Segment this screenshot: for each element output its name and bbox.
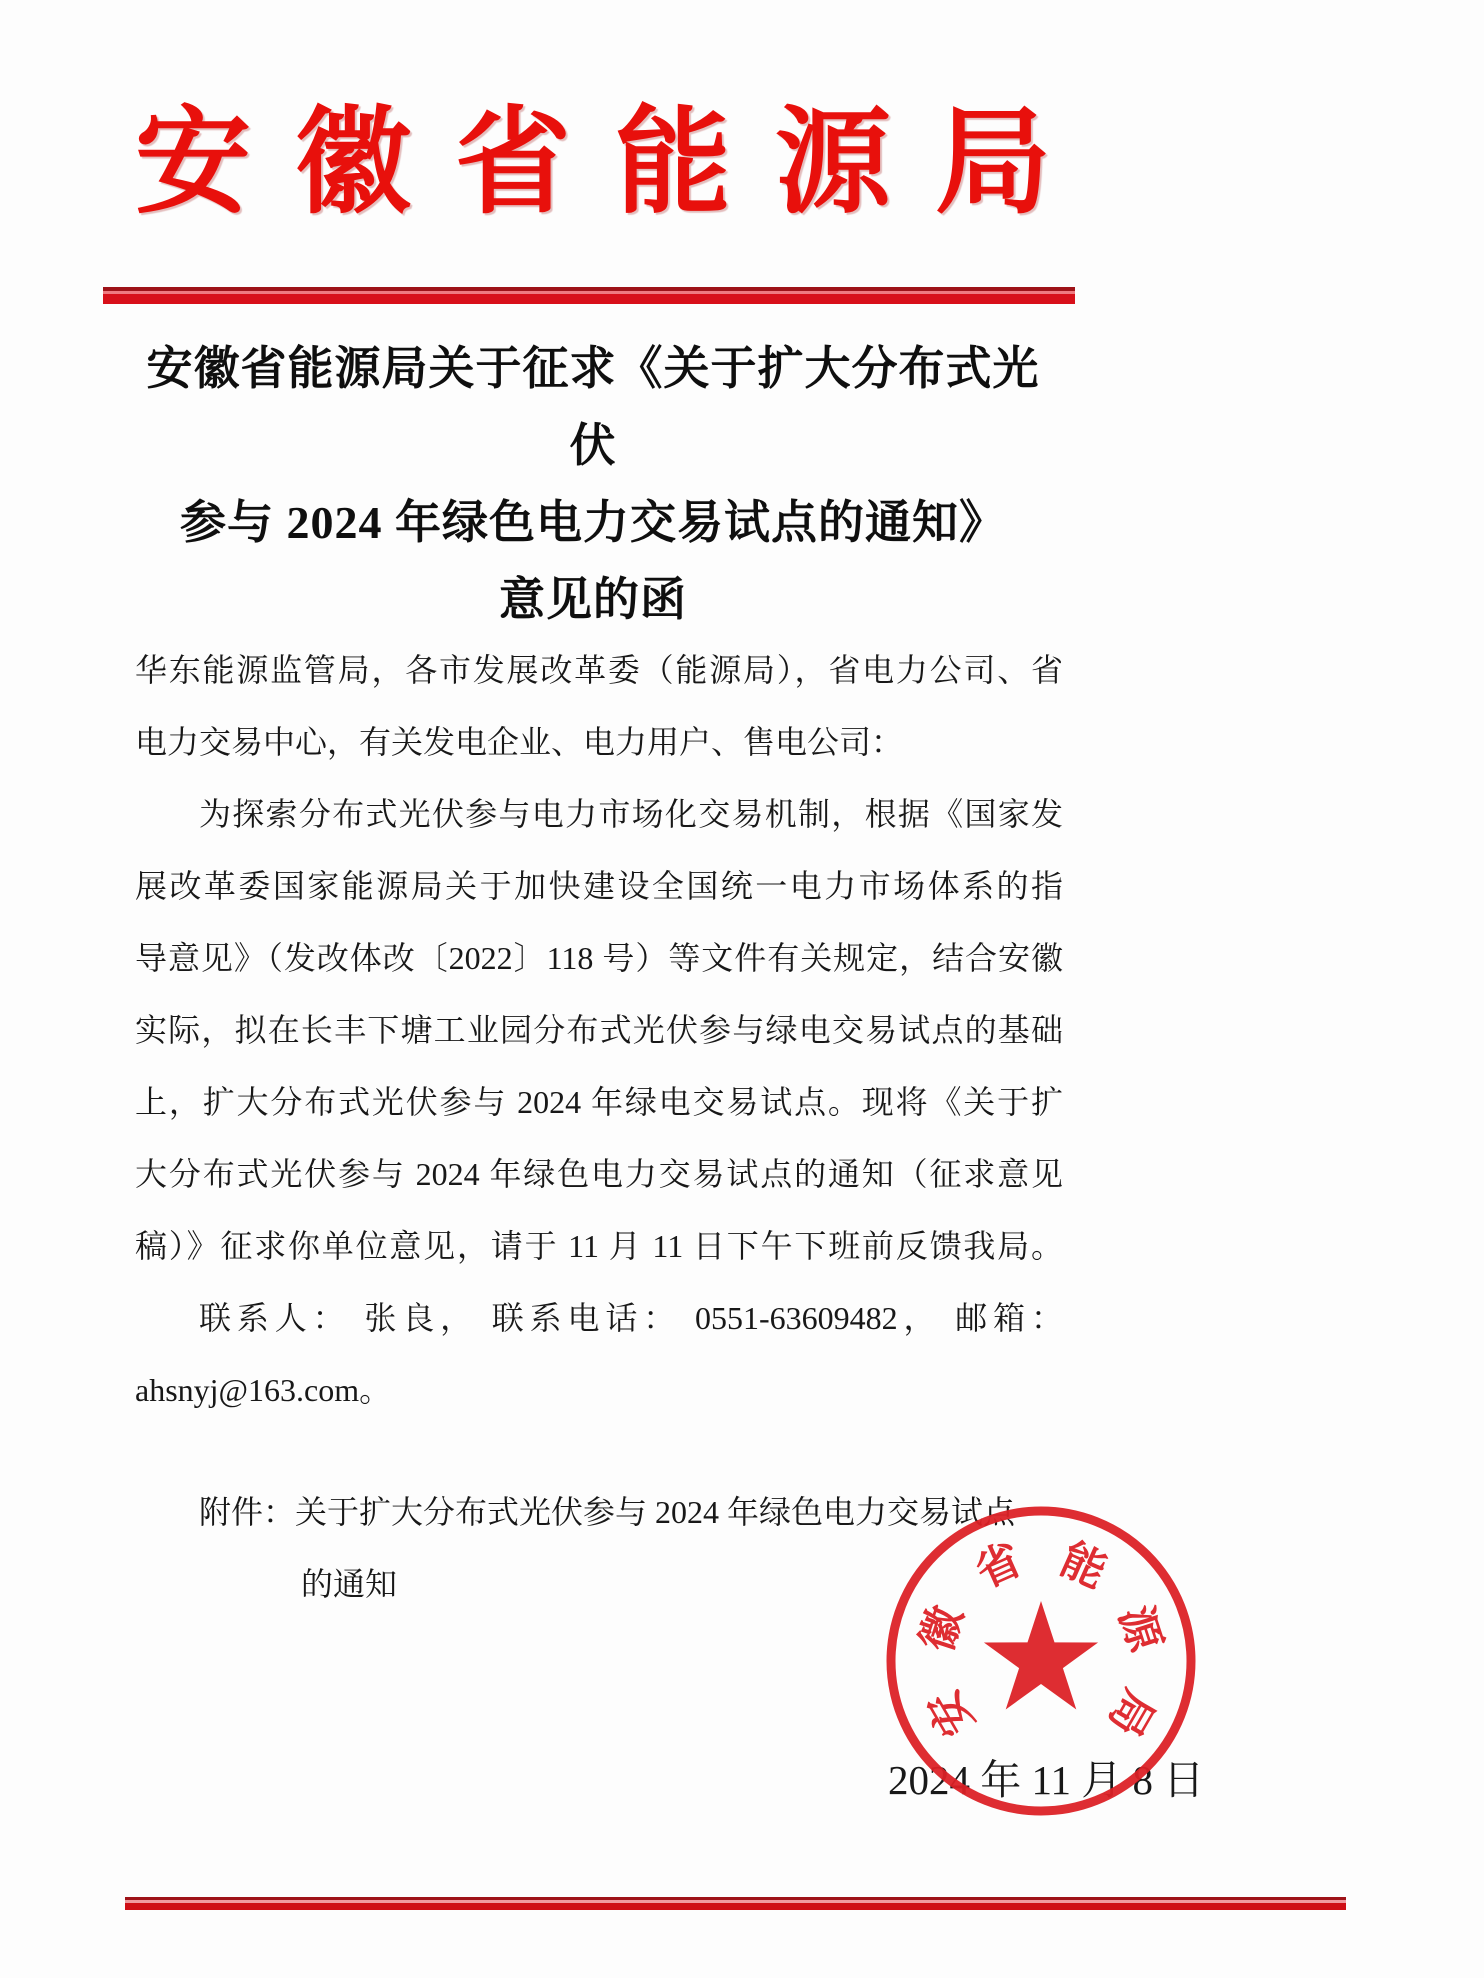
seal-star-icon [984, 1601, 1098, 1710]
seal-char: 局 [1098, 1681, 1164, 1745]
document-title-line1: 安徽省能源局关于征求《关于扩大分布式光伏 [146, 343, 1040, 471]
header-divider-rule [103, 287, 1075, 304]
agency-banner-char: 局 [935, 100, 1051, 228]
body-line: 华东能源监管局，各市发展改革委（能源局），省电力公司、省 [135, 652, 1063, 688]
body-line: 展改革委国家能源局关于加快建设全国统一电力市场体系的指 [135, 868, 1063, 904]
letter-body [135, 634, 1063, 1426]
body-line: 为探索分布式光伏参与电力市场化交易机制，根据《国家发 [199, 796, 1063, 832]
document-date: 2024 年 11 月 8 日 [888, 1757, 1205, 1803]
body-line: 上，扩大分布式光伏参与 2024 年绿电交易试点。现将《关于扩 [135, 1084, 1063, 1120]
seal-char: 源 [1109, 1600, 1171, 1658]
footer-divider-rule [125, 1897, 1346, 1910]
document-title-line2: 参与 2024 年绿色电力交易试点的通知》 [180, 497, 1006, 548]
seal-char: 省 [968, 1534, 1029, 1598]
body-line: 电力交易中心，有关发电企业、电力用户、售电公司： [135, 724, 904, 760]
agency-banner-char: 省 [455, 100, 571, 228]
body-line-email: ahsnyj@163.com。 [135, 1372, 392, 1408]
agency-banner-char: 能 [615, 100, 731, 228]
attachment-line2: 的通知 [301, 1566, 398, 1602]
body-line: 实际，拟在长丰下塘工业园分布式光伏参与绿电交易试点的基础 [135, 1012, 1063, 1048]
body-line: 稿）》征求你单位意见，请于 11 月 11 日下午下班前反馈我局。 [135, 1228, 1063, 1264]
body-line-contact: 联系人： 张良， 联系电话： 0551-63609482， 邮箱： [199, 1300, 1063, 1336]
attachment-line1: 附件：关于扩大分布式光伏参与 2024 年绿色电力交易试点 [199, 1494, 1016, 1530]
body-line: 导意见》（发改体改〔2022〕118 号）等文件有关规定，结合安徽 [135, 940, 1063, 976]
seal-char: 安 [918, 1681, 984, 1745]
document-title [135, 330, 1051, 638]
official-seal [878, 1498, 1204, 1824]
seal-char: 徽 [911, 1600, 973, 1658]
agency-banner-char: 徽 [295, 100, 411, 228]
agency-banner-char: 安 [135, 100, 251, 228]
agency-banner-char: 源 [775, 100, 891, 228]
document-title-line3: 意见的函 [499, 574, 687, 625]
seal-char: 能 [1053, 1534, 1114, 1598]
agency-banner [135, 70, 1051, 235]
body-line: 大分布式光伏参与 2024 年绿色电力交易试点的通知（征求意见 [135, 1156, 1063, 1192]
